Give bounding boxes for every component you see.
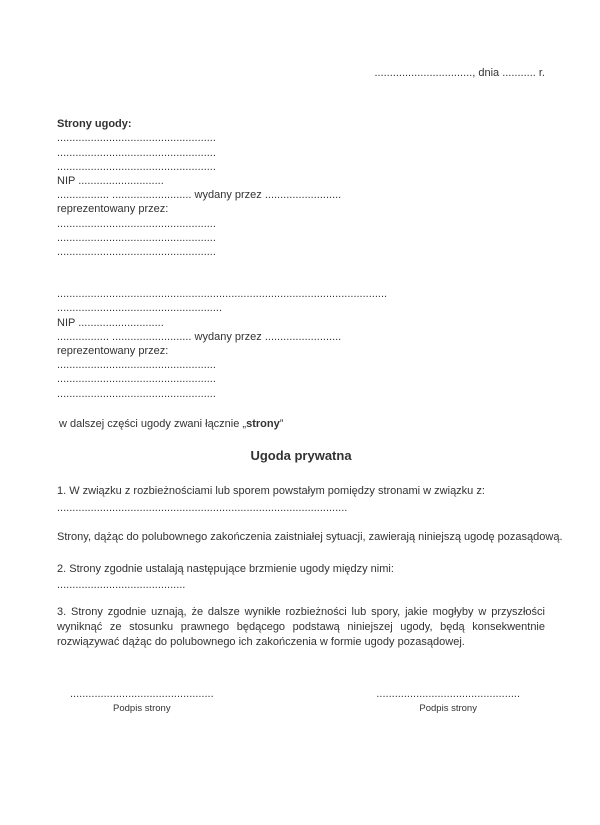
- settlement-statement: Strony, dążąc do polubownego zakończenia zaistniałej sytuacji, zawierają niniejszą ugodę pozasądową.: [57, 531, 563, 544]
- party2-nip-line: NIP ............................: [57, 316, 164, 329]
- party1-representative-line-1: ....................................................: [57, 217, 216, 230]
- party1-representative-line-3: ....................................................: [57, 246, 216, 259]
- party2-represented-label: reprezentowany przez:: [57, 345, 169, 358]
- signature-left-line: ...............................................: [70, 688, 214, 701]
- joint-designation-clause: [57, 417, 545, 431]
- joint-clause-prefix: w dalszej części ugody zwani łącznie „: [59, 417, 247, 430]
- party2-name-line-short: ......................................................: [57, 302, 223, 315]
- signature-left-label: Podpis strony: [113, 703, 171, 715]
- signature-right-line: ...............................................: [376, 688, 520, 701]
- clause-2-fill-line: ..........................................: [57, 578, 186, 591]
- party2-representative-line-3: ....................................................: [57, 387, 216, 400]
- joint-clause-suffix: ”: [279, 417, 284, 430]
- clause-1-fill-line: ...............................................................................................: [57, 502, 348, 515]
- clause-3-text: 3. Strony zgodnie uznają, że dalsze wynikłe rozbieżności lub spory, jakie mogłyby w przyszłości wyniknąć ze stosunku prawnego będącego podstawą niniejszej ugody, będą konsekwentnie rozwiązywać dążąc do polubownego ich zakończenia w formie ugody pozasądowej.: [57, 606, 545, 649]
- party1-name-line-3: ....................................................: [57, 160, 216, 173]
- signature-right-label: Podpis strony: [419, 703, 477, 715]
- parties-heading: Strony ugody:: [57, 118, 132, 131]
- party2-id-document-line: ................. .......................... wydany przez .........................: [57, 330, 342, 343]
- party1-id-document-line: ................. .......................... wydany przez .........................: [57, 189, 342, 202]
- joint-clause-term: strony: [246, 417, 280, 430]
- party1-representative-line-2: ....................................................: [57, 231, 216, 244]
- clause-2-text: 2. Strony zgodnie ustalają następujące brzmienie ugody między nimi:: [57, 562, 394, 575]
- party2-block: [57, 287, 545, 401]
- document-title: Ugoda prywatna: [250, 448, 352, 464]
- party2-name-line-long: ............................................................................................................: [57, 288, 388, 301]
- party1-nip-line: NIP ............................: [57, 175, 164, 188]
- document-content: [0, 66, 600, 715]
- party1-block: [57, 131, 545, 259]
- party1-name-line-1: ....................................................: [57, 132, 216, 145]
- party2-representative-line-1: ....................................................: [57, 359, 216, 372]
- signature-block-right: [376, 687, 520, 715]
- party1-represented-label: reprezentowany przez:: [57, 203, 169, 216]
- party1-name-line-2: ....................................................: [57, 146, 216, 159]
- signature-row: [57, 687, 545, 715]
- party2-representative-line-2: ....................................................: [57, 373, 216, 386]
- date-line: ................................, dnia ........... r.: [374, 67, 545, 79]
- clause-1-text: 1. W związku z rozbieżnościami lub sporem powstałym pomiędzy stronami w związku z:: [57, 485, 485, 498]
- signature-block-left: [70, 687, 214, 715]
